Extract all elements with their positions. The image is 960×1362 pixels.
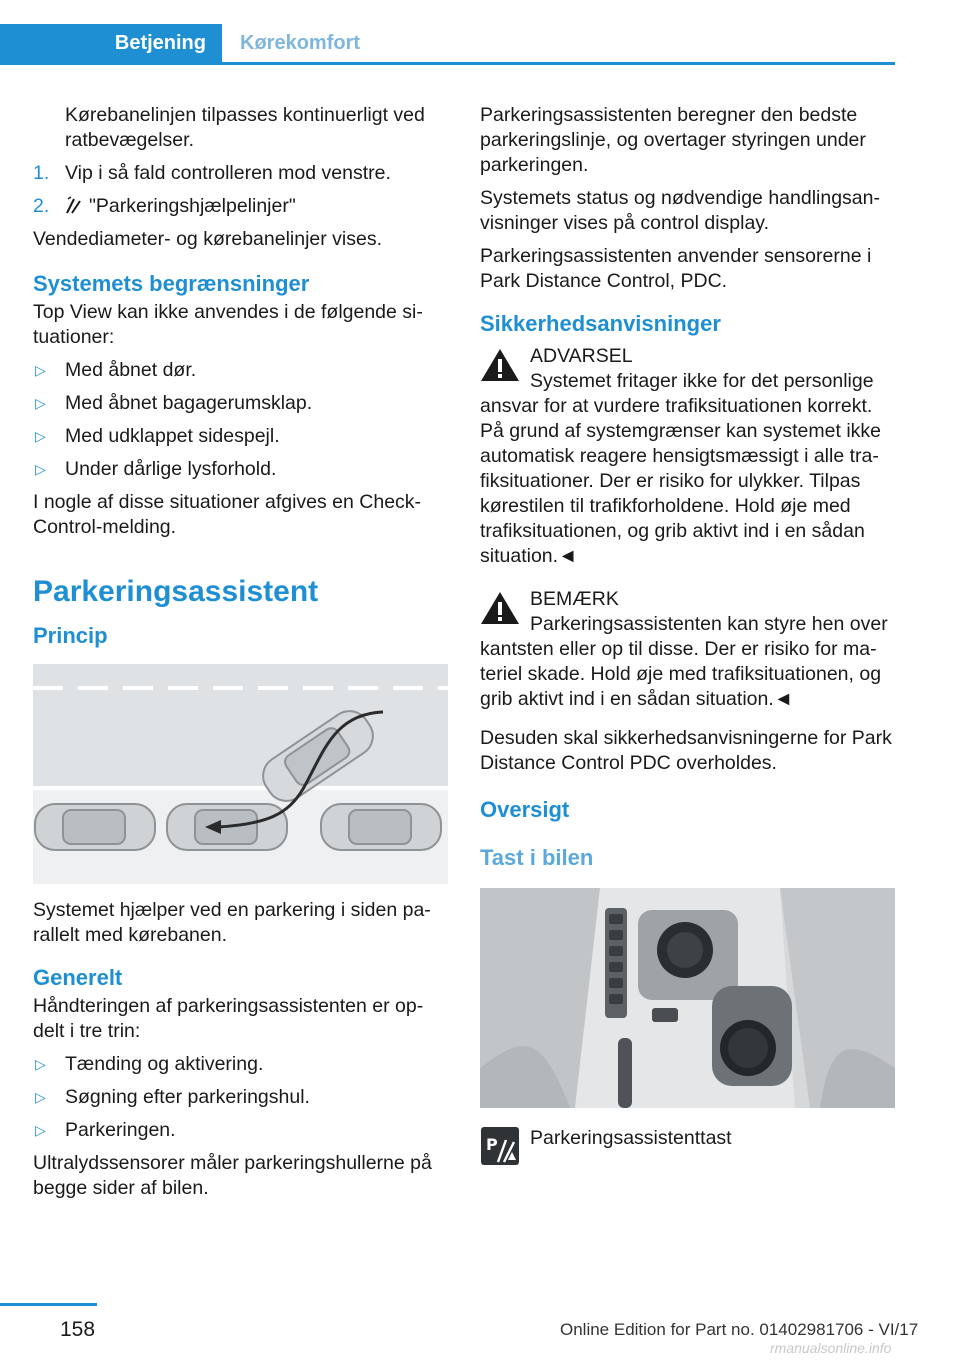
svg-text:P: P	[486, 1135, 498, 1154]
list-item: ▷ Med åbnet bagagerumsklap.	[35, 392, 313, 414]
button-heading: Tast i bilen	[480, 845, 594, 870]
notice-title: BEMÆRK	[530, 588, 619, 610]
triangle-bullet-icon: ▷	[35, 461, 46, 477]
step-item	[33, 194, 448, 219]
car-right	[321, 804, 441, 850]
button-label: Parkeringsassistenttast	[530, 1127, 732, 1149]
step-text: "Parkeringshjælpelinjer"	[89, 195, 296, 217]
step-number: 2.	[33, 195, 50, 217]
button-legend	[480, 1126, 895, 1166]
limits-note: I nogle af disse situationer afgives en Check-Control-melding.	[33, 491, 422, 538]
list-item: ▷ Med åbnet dør.	[35, 359, 197, 381]
after-steps-text: Vendediameter- og kørebanelinjer vises.	[33, 228, 383, 250]
list-item: ▷ Under dårlige lysforhold.	[35, 458, 277, 480]
princip-heading: Princip	[33, 623, 108, 648]
triangle-bullet-icon: ▷	[35, 1122, 46, 1138]
paragraph: Parkeringsassistenten anvender sensorerne i Park Distance Control, PDC.	[480, 245, 872, 292]
generelt-note: Ultralydssensorer måler parkeringshullerne på begge sider af bilen.	[33, 1152, 432, 1199]
console-photo	[480, 888, 895, 1108]
triangle-bullet-icon: ▷	[35, 362, 46, 378]
triangle-bullet-icon: ▷	[35, 1056, 46, 1072]
parking-assistant-button-icon	[480, 1126, 520, 1166]
right-column	[480, 103, 895, 1166]
list-item: ▷ Parkeringen.	[35, 1119, 176, 1141]
tab-betjening[interactable]: Betjening	[0, 24, 222, 62]
parking-lines-icon	[65, 196, 83, 214]
triangle-bullet-icon: ▷	[35, 1089, 46, 1105]
tab-korekomfort[interactable]: Kørekomfort	[240, 32, 361, 54]
limits-intro: Top View kan ikke anvendes i de følgende si-tuationer:	[33, 301, 423, 348]
edition-text: Online Edition for Part no. 01402981706 - VI/17	[560, 1320, 919, 1339]
notice-icon	[480, 591, 520, 625]
watermark-text: rmanualsonline.info	[770, 1340, 892, 1356]
intro-text: Kørebanelinjen tilpasses kontinuerligt ved ratbevægelser.	[65, 104, 425, 151]
step-number: 1.	[33, 162, 50, 184]
notice-text: Parkeringsassistenten kan styre hen over kantsten eller op til disse. Der er risiko for ma-teriel skade. Hold øje med trafiksituationen, og grib aktivt ind i en sådan situation.◄	[480, 613, 888, 710]
generelt-heading: Generelt	[33, 965, 123, 990]
generelt-intro: Håndteringen af parkeringsassistenten er op-delt i tre trin:	[33, 995, 424, 1042]
left-column	[33, 103, 448, 1209]
main-heading: Parkeringsassistent	[33, 575, 319, 608]
warning-text: Systemet fritager ikke for det personlige ansvar for at vurdere trafiksituationen korrekt. På grund af systemgrænser kan systemet ikke automatisk reagere hensigtsmæssigt i alle tra-fiksituationer. Der er risiko for ulykker. Tilpas kørestilen til trafikforholdene. Hold øje med trafiksituationen, og grib aktivt ind i en sådan situation.◄	[480, 370, 881, 567]
page-number: 158	[60, 1318, 96, 1341]
car-left	[35, 804, 155, 850]
step-text: Vip i så fald controlleren mod venstre.	[65, 162, 391, 184]
princip-caption: Systemet hjælper ved en parkering i siden pa-rallelt med kørebanen.	[33, 899, 431, 946]
paragraph: Systemets status og nødvendige handlingsan-visninger vises på control display.	[480, 187, 880, 234]
warning-block	[480, 344, 895, 369]
overview-heading: Oversigt	[480, 797, 570, 822]
triangle-bullet-icon: ▷	[35, 395, 46, 411]
paragraph: Parkeringsassistenten beregner den bedste parkeringslinje, og overtager styringen under parkeringen.	[480, 104, 866, 176]
pdc-note: Desuden skal sikkerhedsanvisningerne for Park Distance Control PDC overholdes.	[480, 727, 892, 774]
list-item: ▷ Søgning efter parkeringshul.	[35, 1086, 310, 1108]
parking-illustration	[33, 664, 448, 884]
triangle-bullet-icon: ▷	[35, 428, 46, 444]
footer-rule	[0, 1303, 97, 1306]
warning-title: ADVARSEL	[530, 345, 633, 367]
limits-heading: Systemets begrænsninger	[33, 271, 310, 296]
list-item: ▷ Med udklappet sidespejl.	[35, 425, 280, 447]
notice-block	[480, 587, 895, 612]
step-item	[33, 161, 448, 186]
warning-icon	[480, 348, 520, 382]
list-item: ▷ Tænding og aktivering.	[35, 1053, 264, 1075]
safety-heading: Sikkerhedsanvisninger	[480, 311, 721, 336]
header-tabbar	[0, 24, 895, 65]
